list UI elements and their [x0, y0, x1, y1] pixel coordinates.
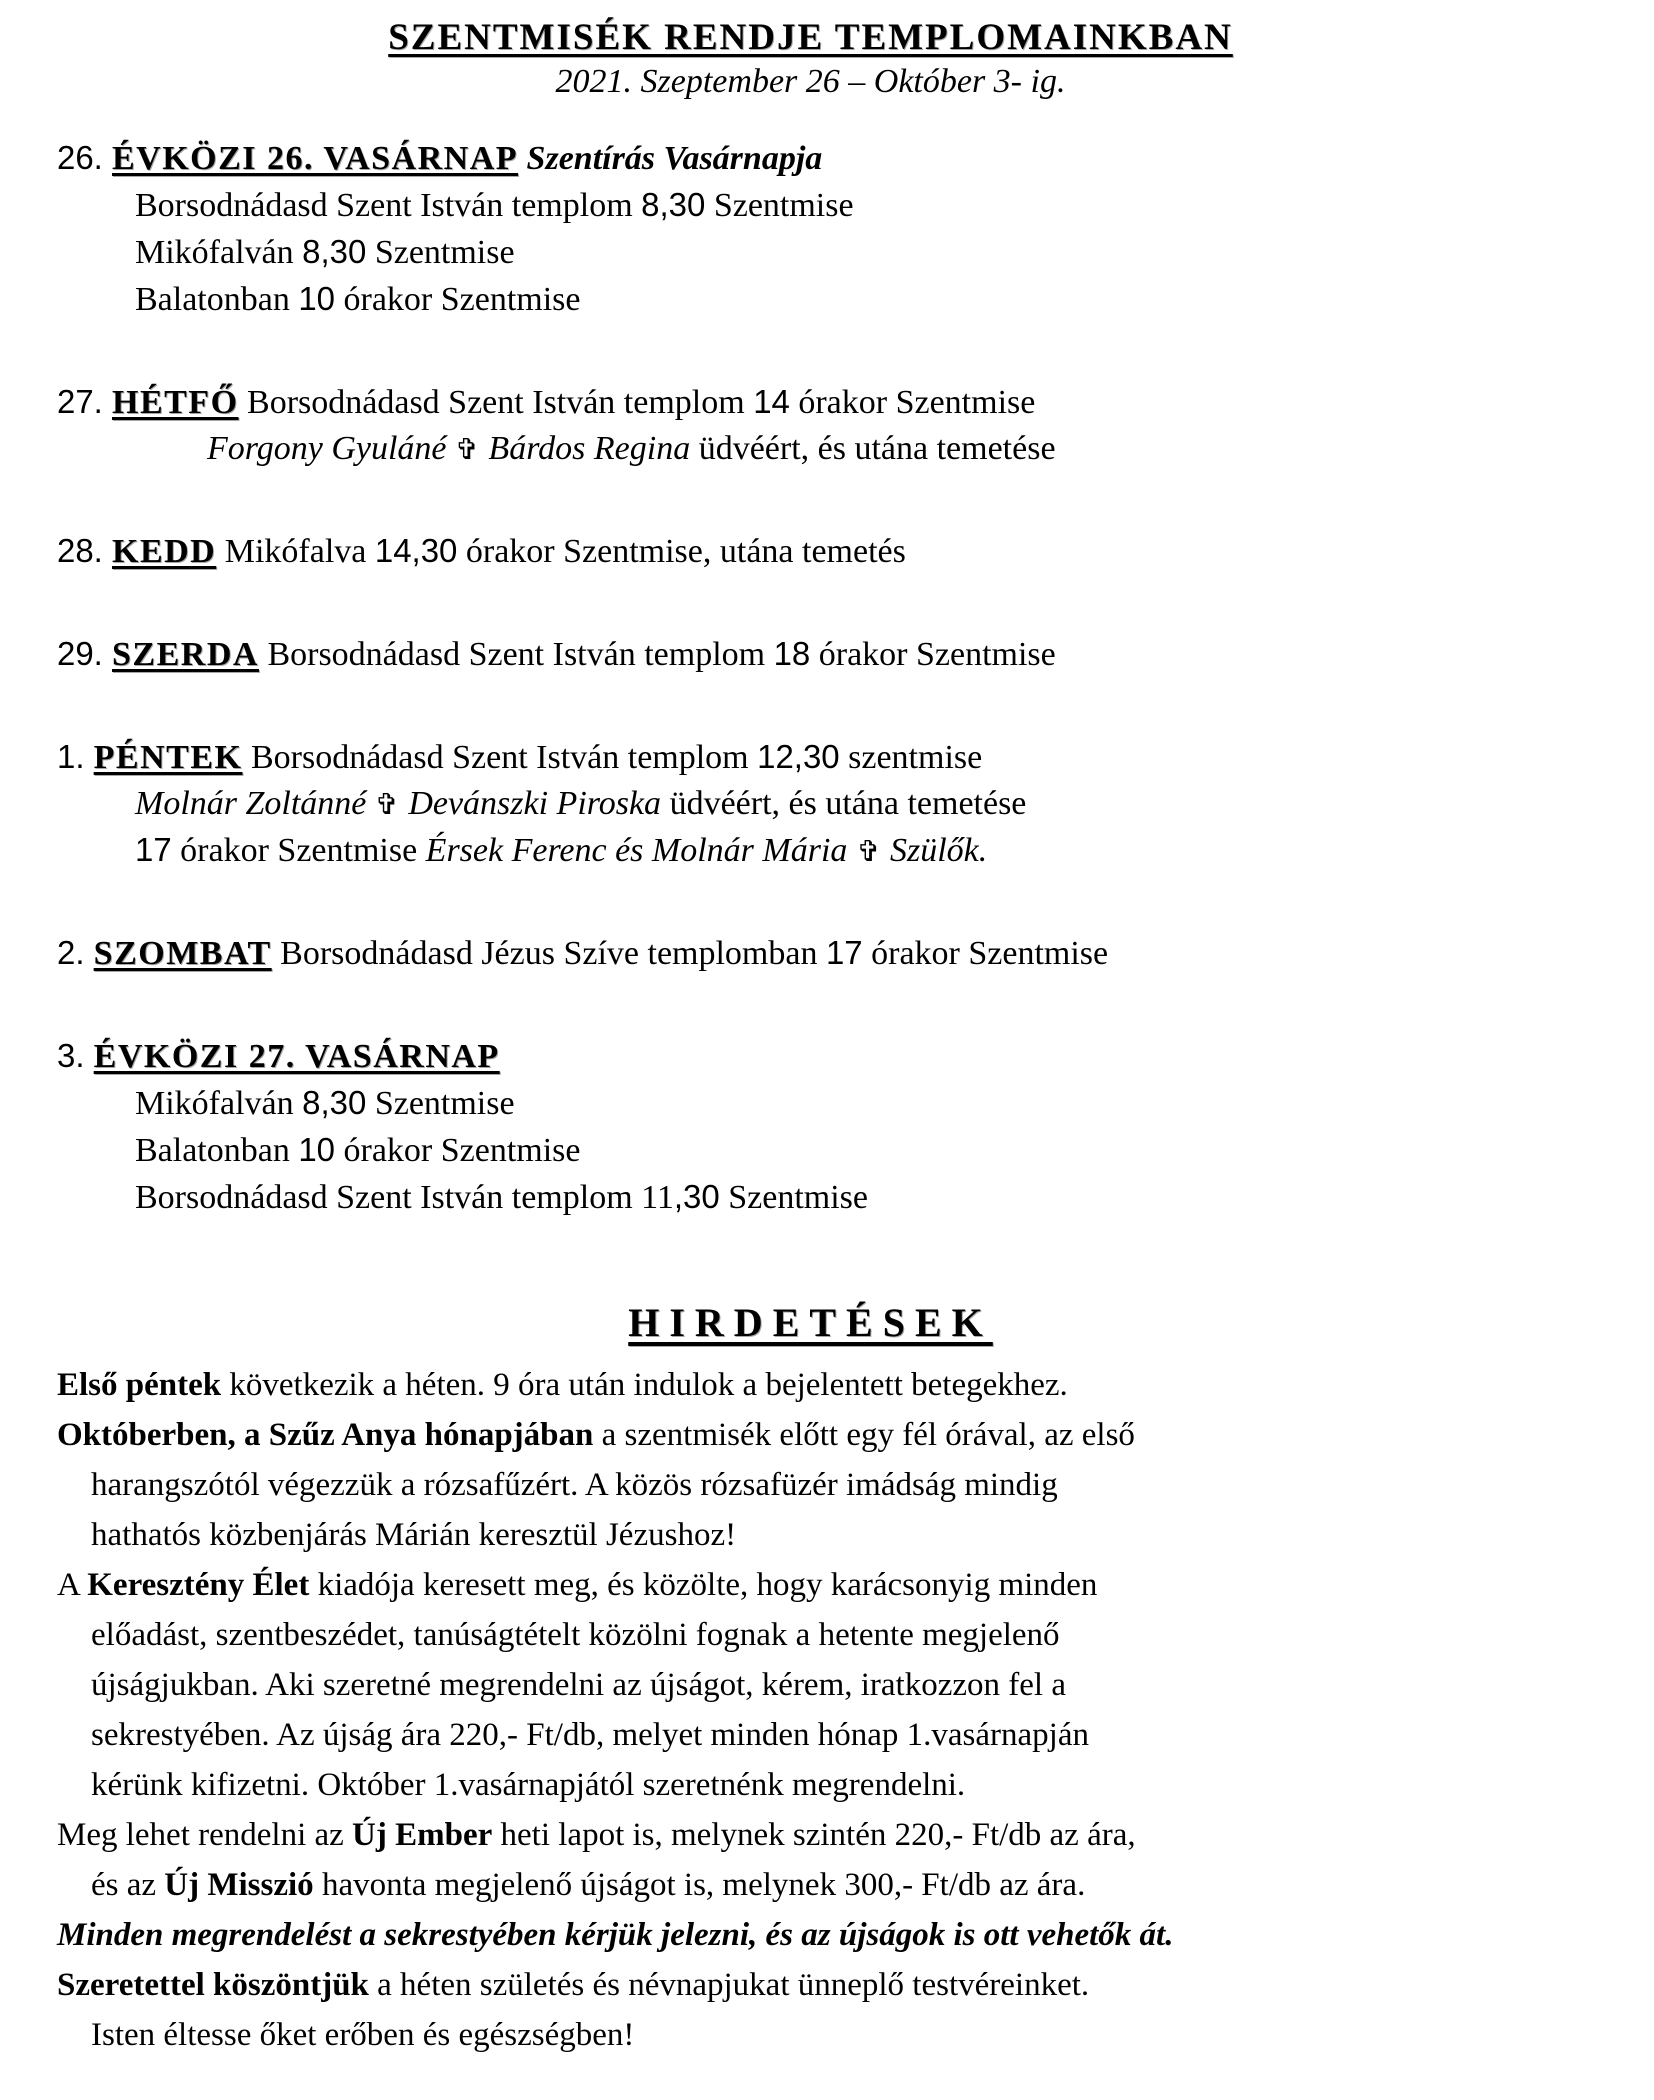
- text-segment-day: ÉVKÖZI 26. VASÁRNAP: [112, 140, 519, 177]
- text-segment-t: órakor Szentmise: [862, 935, 1109, 972]
- text-segment-t: A: [57, 1567, 88, 1603]
- schedule-line: [57, 1127, 1564, 1174]
- announcement-line: [57, 1810, 1564, 1860]
- text-segment-day: PÉNTEK: [93, 739, 243, 776]
- text-segment-t: kiadója keresett meg, és közölte, hogy karácsonyig minden: [309, 1567, 1098, 1603]
- schedule-line: [57, 182, 1564, 229]
- text-segment-num: 14,30: [374, 532, 458, 569]
- text-segment-num: 10: [298, 1131, 336, 1168]
- text-segment-t: a héten születés és névnapjukat ünneplő testvéreinket.: [368, 1967, 1090, 2003]
- bulletin-title: SZENTMISÉK RENDJE TEMPLOMAINKBAN: [388, 17, 1233, 58]
- text-segment-t: Borsodnádasd Szent István templom: [238, 384, 754, 421]
- text-segment-i: Bárdos Regina: [488, 430, 691, 467]
- text-segment-num: 27.: [57, 383, 112, 420]
- announcements-list: [57, 1360, 1564, 2060]
- text-segment-b: Októberben, a Szűz Anya hónapjában: [57, 1417, 594, 1453]
- text-segment-b: Első péntek: [57, 1367, 222, 1403]
- text-segment-t: következik a héten. 9 óra után indulok a bejelentett betegekhez.: [221, 1367, 1068, 1403]
- text-segment-num: 1.: [57, 738, 94, 775]
- text-segment-t: Borsodnádasd Jézus Szíve templomban: [271, 935, 826, 972]
- announcement-line: [57, 1960, 1564, 2010]
- text-segment-t: Isten éltesse őket erőben és egészségben!: [91, 2017, 635, 2053]
- cross-icon: ✞: [374, 787, 409, 821]
- cross-icon: ✞: [847, 834, 890, 868]
- schedule-line: [57, 1080, 1564, 1127]
- text-segment-t: sekrestyében. Az újság ára 220,- Ft/db, melyet minden hónap 1.vasárnapján: [91, 1717, 1089, 1753]
- text-segment-num: 17: [825, 934, 863, 971]
- text-segment-t: Szentmise: [719, 1179, 868, 1216]
- schedule-line: [57, 930, 1564, 977]
- text-segment-t: előadást, szentbeszédet, tanúságtételt közölni fognak a hetente megjelenő: [91, 1617, 1060, 1653]
- schedule-line: [57, 827, 1564, 874]
- announcement-line: [57, 1710, 1564, 1760]
- text-segment-t: Szentmise: [366, 1085, 515, 1122]
- text-segment-t: órakor Szentmise: [335, 281, 581, 318]
- text-segment-num: 14: [753, 383, 790, 420]
- mass-schedule: [57, 135, 1564, 1221]
- text-segment-t: Mikófalva: [216, 533, 375, 570]
- text-segment-num: 26.: [57, 139, 112, 176]
- text-segment-t: Mikófalván: [135, 234, 303, 271]
- text-segment-t: Borsodnádasd Szent István templom: [135, 187, 642, 224]
- schedule-line: [57, 1033, 1564, 1080]
- text-segment-t: üdvéért, és utána temetése: [690, 430, 1056, 467]
- schedule-line: [57, 631, 1564, 678]
- text-segment-day: SZOMBAT: [93, 935, 272, 972]
- text-segment-t: órakor Szentmise: [171, 832, 426, 869]
- text-segment-t: havonta megjelenő újságot is, melynek 300,- Ft/db az ára.: [313, 1867, 1086, 1903]
- announcement-line: [57, 1910, 1564, 1960]
- text-segment-i: Szülők.: [890, 832, 988, 869]
- schedule-line: [57, 528, 1564, 575]
- announcements-title: HIRDETÉSEK: [628, 1300, 993, 1345]
- text-segment-t: újságjukban. Aki szeretné megrendelni az újságot, kérem, iratkozzon fel a: [91, 1667, 1066, 1703]
- text-segment-bi: Minden megrendelést a sekrestyében kérjük jelezni, és az újságok is ott vehetők át.: [57, 1917, 1174, 1953]
- text-segment-num: 8,30: [641, 186, 706, 223]
- text-segment-t: Szentmise: [366, 234, 515, 271]
- announcement-line: [57, 1610, 1564, 1660]
- text-segment-t: Mikófalván: [135, 1085, 303, 1122]
- text-segment-day: KEDD: [112, 533, 217, 570]
- text-segment-t: üdvéért, és utána temetése: [661, 785, 1027, 822]
- schedule-line: [57, 426, 1564, 472]
- text-segment-num: 12,30: [757, 738, 840, 775]
- text-segment-t: Meg lehet rendelni az: [57, 1817, 353, 1853]
- announcement-line: [57, 1760, 1564, 1810]
- text-segment-num: 18: [773, 635, 811, 672]
- text-segment-t: hathatós közbenjárás Márián keresztül Jézushoz!: [91, 1517, 737, 1553]
- date-range: 2021. Szeptember 26 – Október 3- ig.: [555, 63, 1066, 100]
- announcement-line: [57, 2010, 1564, 2060]
- announcement-line: [57, 1510, 1564, 1560]
- schedule-line: [57, 135, 1564, 182]
- schedule-line: [57, 229, 1564, 276]
- text-segment-b: Keresztény Élet: [87, 1567, 310, 1603]
- text-segment-i: Érsek Ferenc és Molnár Mária: [425, 832, 848, 869]
- text-segment-day: ÉVKÖZI 27. VASÁRNAP: [93, 1038, 500, 1075]
- announcements-header: [57, 1299, 1564, 1346]
- schedule-line: [57, 734, 1564, 781]
- announcement-line: [57, 1360, 1564, 1410]
- schedule-line: [57, 276, 1564, 323]
- text-segment-t: harangszótól végezzük a rózsafűzért. A közös rózsafüzér imádság mindig: [91, 1467, 1058, 1503]
- text-segment-num: 3.: [57, 1037, 94, 1074]
- text-segment-day: SZERDA: [112, 636, 259, 673]
- text-segment-b: Szeretettel köszöntjük: [57, 1967, 369, 2003]
- announcement-line: [57, 1860, 1564, 1910]
- text-segment-t: Borsodnádasd Szent István templom 11: [135, 1179, 674, 1216]
- text-segment-num: 29.: [57, 635, 112, 672]
- text-segment-num: 28.: [57, 532, 112, 569]
- cross-icon: ✞: [455, 432, 489, 466]
- text-segment-t: szentmise: [839, 739, 983, 776]
- schedule-line: [57, 781, 1564, 827]
- text-segment-b: Új Misszió: [164, 1867, 314, 1903]
- text-segment-t: órakor Szentmise: [789, 384, 1036, 421]
- text-segment-num: ,30: [673, 1178, 720, 1215]
- text-segment-num: 2.: [57, 934, 94, 971]
- text-segment-num: 8,30: [302, 1084, 367, 1121]
- text-segment-t: kérünk kifizetni. Október 1.vasárnapjától szeretnénk megrendelni.: [91, 1767, 966, 1803]
- text-segment-t: heti lapot is, melynek szintén 220,- Ft/db az ára,: [492, 1817, 1136, 1853]
- text-segment-t: órakor Szentmise: [810, 636, 1056, 673]
- text-segment-t: Borsodnádasd Szent István templom: [242, 739, 758, 776]
- header: [57, 16, 1564, 101]
- text-segment-t: órakor Szentmise: [335, 1132, 581, 1169]
- announcement-line: [57, 1660, 1564, 1710]
- announcement-line: [57, 1460, 1564, 1510]
- text-segment-t: a szentmisék előtt egy fél órával, az első: [593, 1417, 1135, 1453]
- text-segment-i: Forgony Gyuláné: [207, 430, 456, 467]
- text-segment-t: Balatonban: [135, 1132, 299, 1169]
- text-segment-t: Borsodnádasd Szent István templom: [258, 636, 774, 673]
- schedule-line: [57, 379, 1564, 426]
- schedule-line: [57, 1174, 1564, 1221]
- text-segment-t: és az: [91, 1867, 165, 1903]
- text-segment-t: Szentmise: [705, 187, 854, 224]
- text-segment-t: Balatonban: [135, 281, 299, 318]
- text-segment-i: Molnár Zoltánné: [135, 785, 375, 822]
- announcement-line: [57, 1560, 1564, 1610]
- text-segment-b: Új Ember: [352, 1817, 493, 1853]
- text-segment-num: 8,30: [302, 233, 367, 270]
- text-segment-t: órakor Szentmise, utána temetés: [457, 533, 906, 570]
- text-segment-i: Devánszki Piroska: [408, 785, 662, 822]
- announcement-line: [57, 1410, 1564, 1460]
- text-segment-num: 17: [135, 831, 172, 868]
- text-segment-num: 10: [298, 280, 336, 317]
- text-segment-bi: Szentírás Vasárnapja: [518, 140, 823, 177]
- text-segment-day: HÉTFŐ: [112, 384, 239, 421]
